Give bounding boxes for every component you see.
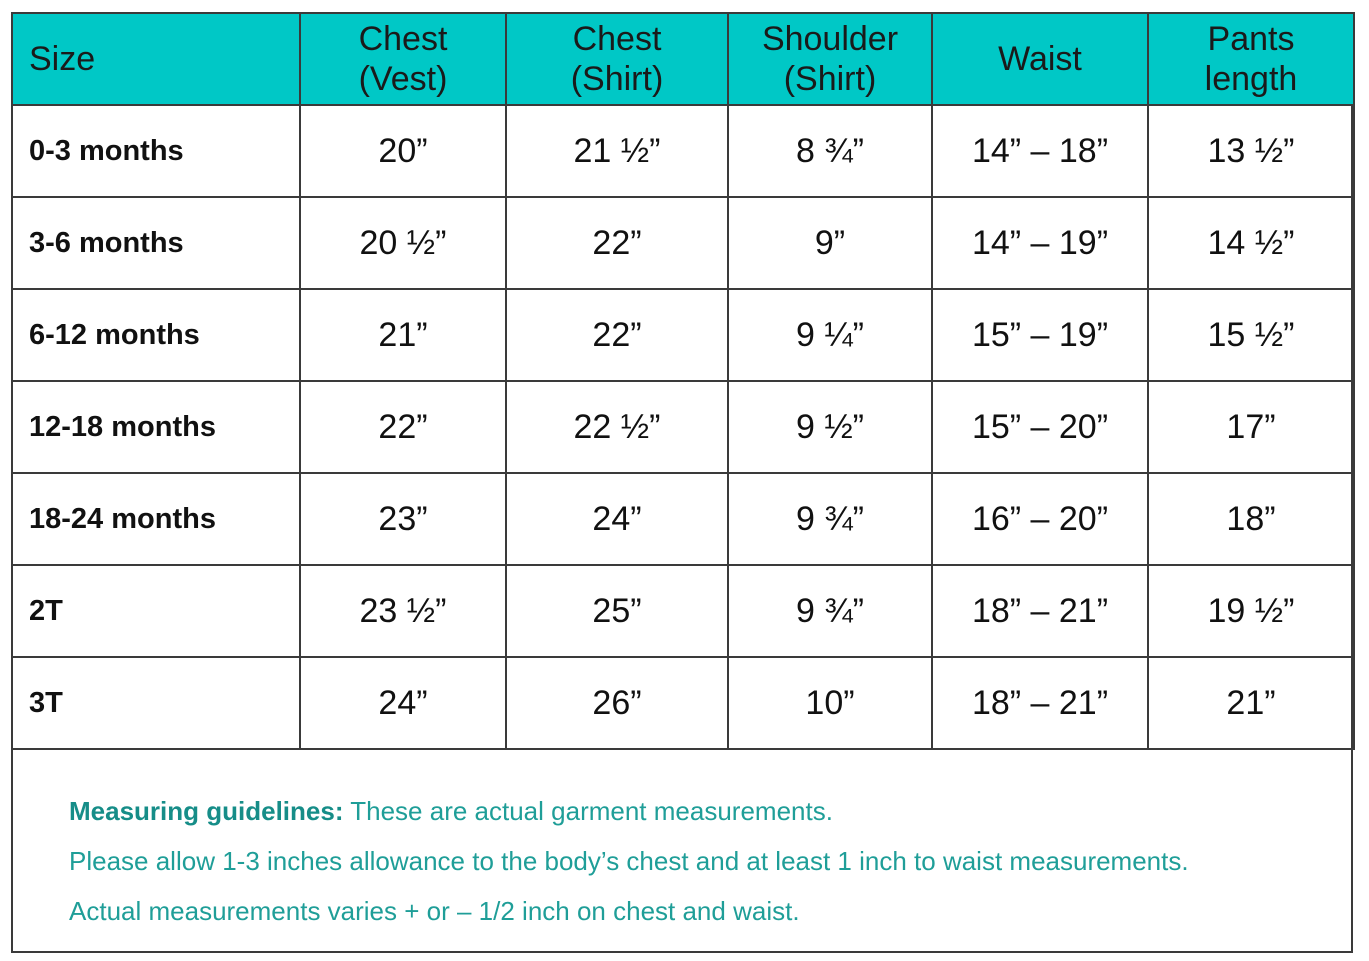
table-row (12, 105, 1354, 197)
size-cell: 0-3 months (12, 105, 300, 197)
chest-shirt-cell: 21 ½” (506, 105, 728, 197)
table-row (12, 565, 1354, 657)
chest-vest-cell: 23 ½” (300, 565, 506, 657)
size-table (11, 12, 1355, 750)
waist-cell: 16” – 20” (932, 473, 1148, 565)
chest-vest-cell: 23” (300, 473, 506, 565)
shoulder-shirt-cell: 8 ¾” (728, 105, 932, 197)
pants-length-cell: 14 ½” (1148, 197, 1354, 289)
shoulder-shirt-cell: 10” (728, 657, 932, 749)
header-pants-length: Pants length (1148, 13, 1354, 105)
measuring-guidelines (69, 786, 1339, 936)
shoulder-shirt-cell: 9 ¾” (728, 473, 932, 565)
chest-shirt-cell: 22 ½” (506, 381, 728, 473)
header-size: Size (12, 13, 300, 105)
guidelines-line-3: Actual measurements varies + or – 1/2 inch on chest and waist. (69, 896, 800, 926)
guidelines-text: These are actual garment measurements. (343, 796, 833, 826)
chest-vest-cell: 20 ½” (300, 197, 506, 289)
waist-cell: 18” – 21” (932, 657, 1148, 749)
chest-vest-cell: 22” (300, 381, 506, 473)
pants-length-cell: 17” (1148, 381, 1354, 473)
shoulder-shirt-cell: 9 ¾” (728, 565, 932, 657)
chest-shirt-cell: 22” (506, 197, 728, 289)
size-cell: 3-6 months (12, 197, 300, 289)
chest-shirt-cell: 24” (506, 473, 728, 565)
shoulder-shirt-cell: 9 ¼” (728, 289, 932, 381)
size-cell: 3T (12, 657, 300, 749)
guidelines-label: Measuring guidelines: (69, 796, 344, 826)
chest-vest-cell: 20” (300, 105, 506, 197)
pants-length-cell: 18” (1148, 473, 1354, 565)
waist-cell: 18” – 21” (932, 565, 1148, 657)
size-cell: 6-12 months (12, 289, 300, 381)
size-chart (11, 12, 1353, 953)
waist-cell: 14” – 19” (932, 197, 1148, 289)
chest-vest-cell: 24” (300, 657, 506, 749)
pants-length-cell: 15 ½” (1148, 289, 1354, 381)
chest-shirt-cell: 25” (506, 565, 728, 657)
table-header-row (12, 13, 1354, 105)
size-cell: 2T (12, 565, 300, 657)
waist-cell: 15” – 20” (932, 381, 1148, 473)
table-row (12, 289, 1354, 381)
pants-length-cell: 13 ½” (1148, 105, 1354, 197)
header-chest-shirt: Chest (Shirt) (506, 13, 728, 105)
guidelines-line-1 (69, 786, 1339, 836)
waist-cell: 14” – 18” (932, 105, 1148, 197)
size-cell: 18-24 months (12, 473, 300, 565)
table-row (12, 657, 1354, 749)
table-row (12, 473, 1354, 565)
pants-length-cell: 21” (1148, 657, 1354, 749)
table-row (12, 197, 1354, 289)
header-shoulder-shirt: Shoulder (Shirt) (728, 13, 932, 105)
header-chest-vest: Chest (Vest) (300, 13, 506, 105)
chest-shirt-cell: 26” (506, 657, 728, 749)
guidelines-line-2: Please allow 1-3 inches allowance to the body’s chest and at least 1 inch to waist measurements. (69, 846, 1189, 876)
shoulder-shirt-cell: 9” (728, 197, 932, 289)
waist-cell: 15” – 19” (932, 289, 1148, 381)
table-row (12, 381, 1354, 473)
header-waist: Waist (932, 13, 1148, 105)
chest-vest-cell: 21” (300, 289, 506, 381)
chest-shirt-cell: 22” (506, 289, 728, 381)
pants-length-cell: 19 ½” (1148, 565, 1354, 657)
shoulder-shirt-cell: 9 ½” (728, 381, 932, 473)
size-cell: 12-18 months (12, 381, 300, 473)
